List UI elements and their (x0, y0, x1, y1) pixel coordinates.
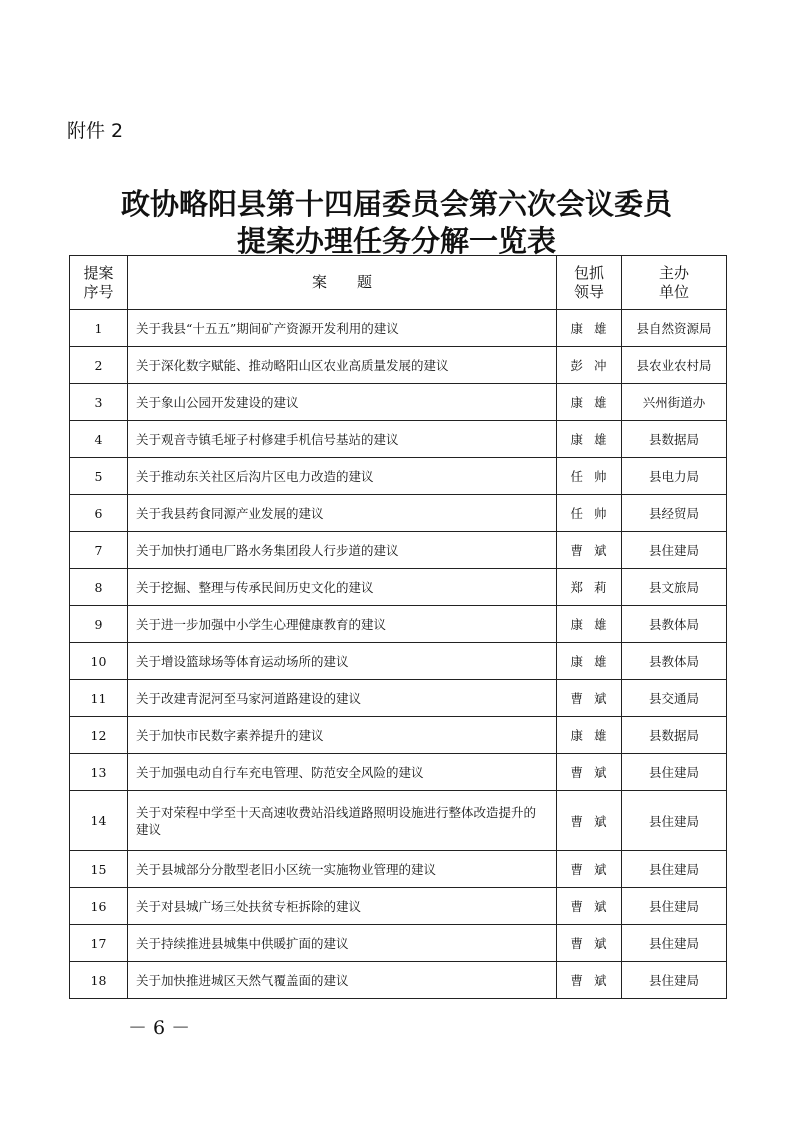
cell-leader: 曹斌 (557, 791, 622, 851)
cell-unit: 县经贸局 (622, 495, 727, 532)
cell-seq: 2 (70, 347, 128, 384)
header-topic-text: 案 题 (311, 273, 372, 291)
page-number: － 6 － (128, 1017, 191, 1039)
cell-seq: 11 (70, 680, 128, 717)
table-row (70, 458, 727, 495)
cell-unit: 县数据局 (622, 421, 727, 458)
header-unit (622, 256, 727, 310)
header-unit-line-2: 单位 (658, 282, 689, 301)
cell-topic: 关于进一步加强中小学生心理健康教育的建议 (128, 606, 557, 643)
cell-unit: 县住建局 (622, 532, 727, 569)
cell-unit: 县住建局 (622, 791, 727, 851)
table-row (70, 962, 727, 999)
cell-seq: 5 (70, 458, 128, 495)
cell-leader: 康雄 (557, 606, 622, 643)
cell-leader: 曹斌 (557, 532, 622, 569)
cell-unit: 县农业农村局 (622, 347, 727, 384)
cell-topic: 关于加快市民数字素养提升的建议 (128, 717, 557, 754)
header-seq (70, 256, 128, 310)
cell-unit: 县自然资源局 (622, 310, 727, 347)
cell-topic: 关于象山公园开发建设的建议 (128, 384, 557, 421)
cell-topic: 关于对县城广场三处扶贫专柜拆除的建议 (128, 888, 557, 925)
proposal-task-table (69, 255, 727, 999)
table-row (70, 495, 727, 532)
table-row (70, 791, 727, 851)
cell-unit: 县教体局 (622, 643, 727, 680)
table-row (70, 384, 727, 421)
header-seq-line-1: 提案 (83, 263, 114, 282)
cell-topic: 关于我县药食同源产业发展的建议 (128, 495, 557, 532)
cell-unit: 县数据局 (622, 717, 727, 754)
cell-topic: 关于对荣程中学至十天高速收费站沿线道路照明设施进行整体改造提升的建议 (128, 791, 557, 851)
cell-leader: 康雄 (557, 421, 622, 458)
cell-seq: 9 (70, 606, 128, 643)
cell-seq: 10 (70, 643, 128, 680)
header-topic (128, 256, 557, 310)
cell-seq: 3 (70, 384, 128, 421)
table-header-row (70, 256, 727, 310)
cell-topic: 关于加强电动自行车充电管理、防范安全风险的建议 (128, 754, 557, 791)
cell-leader: 曹斌 (557, 680, 622, 717)
cell-leader: 康雄 (557, 717, 622, 754)
cell-topic: 关于加快推进城区天然气覆盖面的建议 (128, 962, 557, 999)
table-row (70, 532, 727, 569)
table-row (70, 606, 727, 643)
table-row (70, 347, 727, 384)
cell-topic: 关于观音寺镇毛垭子村修建手机信号基站的建议 (128, 421, 557, 458)
cell-seq: 18 (70, 962, 128, 999)
cell-unit: 县住建局 (622, 925, 727, 962)
cell-leader: 任帅 (557, 495, 622, 532)
cell-seq: 17 (70, 925, 128, 962)
cell-seq: 14 (70, 791, 128, 851)
cell-unit: 县住建局 (622, 962, 727, 999)
cell-topic: 关于我县“十五五”期间矿产资源开发利用的建议 (128, 310, 557, 347)
cell-leader: 康雄 (557, 384, 622, 421)
table-row (70, 569, 727, 606)
table-row (70, 925, 727, 962)
cell-unit: 县电力局 (622, 458, 727, 495)
cell-topic: 关于县城部分分散型老旧小区统一实施物业管理的建议 (128, 851, 557, 888)
cell-leader: 曹斌 (557, 925, 622, 962)
cell-seq: 1 (70, 310, 128, 347)
cell-topic: 关于挖掘、整理与传承民间历史文化的建议 (128, 569, 557, 606)
table-row (70, 851, 727, 888)
table-row (70, 717, 727, 754)
cell-topic: 关于改建青泥河至马家河道路建设的建议 (128, 680, 557, 717)
document-title-line-1: 政协略阳县第十四届委员会第六次会议委员 (120, 187, 672, 221)
cell-unit: 县住建局 (622, 888, 727, 925)
cell-seq: 7 (70, 532, 128, 569)
cell-leader: 曹斌 (557, 851, 622, 888)
cell-unit: 县文旅局 (622, 569, 727, 606)
cell-leader: 郑莉 (557, 569, 622, 606)
header-unit-line-1: 主办 (658, 263, 689, 282)
cell-seq: 16 (70, 888, 128, 925)
cell-unit: 县教体局 (622, 606, 727, 643)
cell-seq: 6 (70, 495, 128, 532)
cell-topic: 关于加快打通电厂路水务集团段人行步道的建议 (128, 532, 557, 569)
cell-unit: 县住建局 (622, 851, 727, 888)
attachment-label: 附件 2 (67, 120, 124, 142)
cell-leader: 彭冲 (557, 347, 622, 384)
header-seq-line-2: 序号 (83, 282, 114, 301)
header-leader (557, 256, 622, 310)
header-leader-line-2: 领导 (573, 282, 604, 301)
cell-topic: 关于推动东关社区后沟片区电力改造的建议 (128, 458, 557, 495)
cell-seq: 15 (70, 851, 128, 888)
cell-topic: 关于增设篮球场等体育运动场所的建议 (128, 643, 557, 680)
cell-seq: 12 (70, 717, 128, 754)
cell-topic: 关于持续推进县城集中供暖扩面的建议 (128, 925, 557, 962)
table-row (70, 888, 727, 925)
cell-leader: 康雄 (557, 643, 622, 680)
cell-unit: 县交通局 (622, 680, 727, 717)
cell-leader: 曹斌 (557, 962, 622, 999)
table-row (70, 421, 727, 458)
cell-seq: 4 (70, 421, 128, 458)
cell-leader: 曹斌 (557, 754, 622, 791)
header-leader-line-1: 包抓 (573, 263, 604, 282)
table-row (70, 643, 727, 680)
cell-topic: 关于深化数字赋能、推动略阳山区农业高质量发展的建议 (128, 347, 557, 384)
cell-seq: 8 (70, 569, 128, 606)
document-title-line-2: 提案办理任务分解一览表 (236, 224, 556, 258)
table-row (70, 310, 727, 347)
table-row (70, 754, 727, 791)
table-row (70, 680, 727, 717)
cell-leader: 曹斌 (557, 888, 622, 925)
cell-seq: 13 (70, 754, 128, 791)
cell-unit: 县住建局 (622, 754, 727, 791)
cell-leader: 任帅 (557, 458, 622, 495)
cell-unit: 兴州街道办 (622, 384, 727, 421)
cell-leader: 康雄 (557, 310, 622, 347)
